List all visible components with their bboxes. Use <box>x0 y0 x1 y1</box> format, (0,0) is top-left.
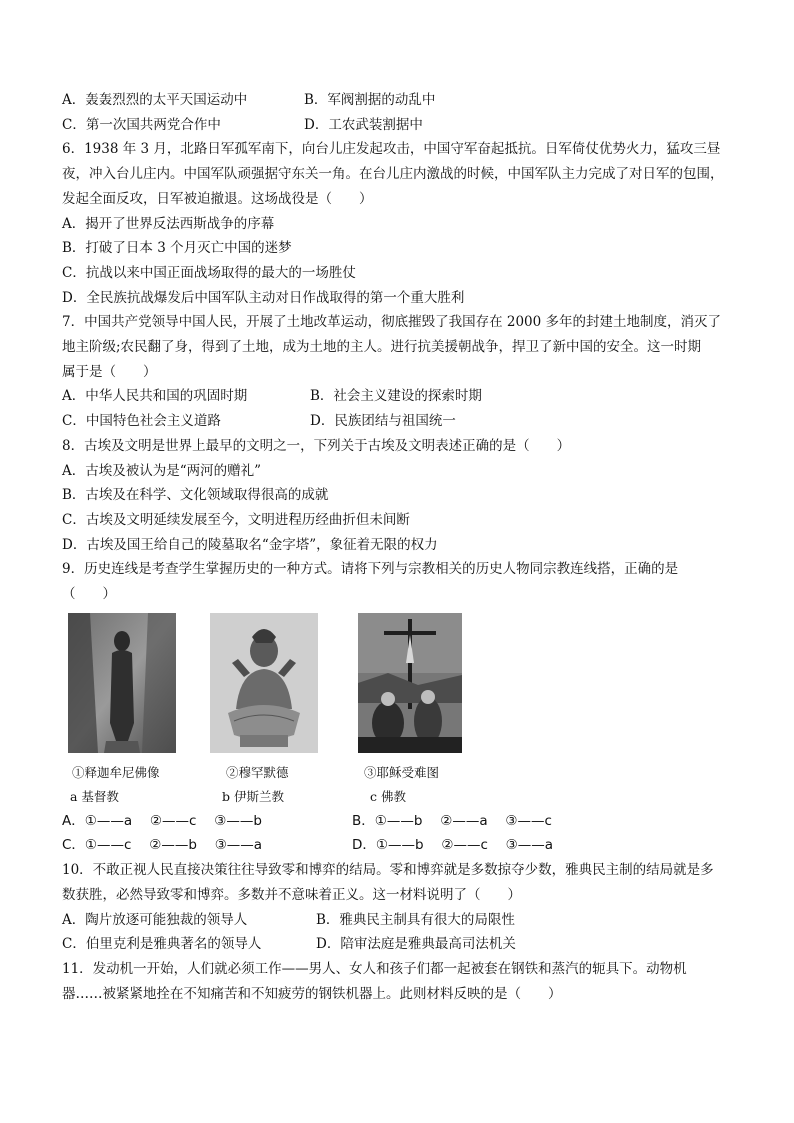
q9-figures <box>62 613 738 809</box>
q8-option-d: D．古埃及国王给自己的陵墓取名“金字塔”，象征着无限的权力 <box>62 536 438 553</box>
q10-option-a: A．陶片放逐可能独裁的领导人 <box>62 911 248 928</box>
q9-option-d: D．①——b ②——c ③——a <box>352 837 554 854</box>
q9-option-b: B．①——b ②——a ③——c <box>352 812 552 829</box>
q10-stem-line1: 10．不敢正视人民直接决策往往导致零和博弈的结局。零和博弈就是多数掠夺少数，雅典民主制的结局就是多 <box>62 862 714 879</box>
q7-stem-line1: 7．中国共产党领导中国人民，开展了土地改革运动，彻底摧毁了我国存在 2000 多年的封建土地制度，消灭了 <box>62 314 722 331</box>
q6-option-b: B．打破了日本 3 个月灭亡中国的迷梦 <box>62 240 292 257</box>
q7-options-row2 <box>62 409 738 434</box>
q8-option-a: A．古埃及被认为是“两河的赠礼” <box>62 462 262 479</box>
q9-options-row2 <box>62 833 738 858</box>
caption-crucifixion: ③耶稣受难图 <box>364 764 440 780</box>
q8-option-c: C．古埃及文明延续发展至今，文明进程历经曲折但未间断 <box>62 511 410 528</box>
q5-options-row1 <box>62 88 738 113</box>
q9-option-a: A．①——a ②——c ③——b <box>62 812 262 829</box>
q5-option-d: D．工农武装割据中 <box>304 116 423 133</box>
q6-option-d: D．全民族抗战爆发后中国军队主动对日作战取得的第一个重大胜利 <box>62 289 465 306</box>
q7-option-b: B．社会主义建设的探索时期 <box>310 388 482 405</box>
q10-option-b: B．雅典民主制具有很大的局限性 <box>316 911 515 928</box>
q8-stem: 8．古埃及文明是世界上最早的文明之一，下列关于古埃及文明表述正确的是（ ） <box>62 437 571 454</box>
q11-stem-line1: 11．发动机一开始，人们就必须工作——男人、女人和孩子们都一起被套在钢铁和蒸汽的轭具下。动物机 <box>62 960 687 977</box>
seated-figure-image <box>210 613 318 753</box>
q9-stem-line2: （ ） <box>62 586 116 603</box>
q6-option-c: C．抗战以来中国正面战场取得的最大的一场胜仗 <box>62 264 356 281</box>
q10-options-row1 <box>62 908 738 933</box>
q6-stem-line1: 6．1938 年 3 月，北路日军孤军南下，向台儿庄发起攻击，中国守军奋起抵抗。日军倚仗优势火力，猛攻三昼 <box>62 141 721 158</box>
q5-option-b: B．军阀割据的动乱中 <box>304 92 436 108</box>
exam-page <box>62 88 738 1006</box>
q8-option-b: B．古埃及在科学、文化领域取得很高的成就 <box>62 487 329 504</box>
q7-option-a: A．中华人民共和国的巩固时期 <box>62 388 248 405</box>
q9-options-row1 <box>62 809 738 834</box>
q5-options-row2 <box>62 113 738 138</box>
caption-muhammad: ②穆罕默德 <box>226 764 289 780</box>
q7-stem-line3: 属于是（ ） <box>62 363 157 380</box>
q10-option-c: C．伯里克利是雅典著名的领导人 <box>62 936 262 953</box>
q5-option-c: C．第一次国共两党合作中 <box>62 116 221 133</box>
q7-stem-line2: 地主阶级;农民翻了身，得到了土地，成为土地的主人。进行抗美援朝战争，捍卫了新中国的安全。这一时期 <box>62 339 702 356</box>
q9-stem-line1: 9．历史连线是考查学生掌握历史的一种方式。请将下列与宗教相关的历史人物同宗教连线搭，正确的是 <box>62 561 679 578</box>
q10-option-d: D．陪审法庭是雅典最高司法机关 <box>316 936 516 953</box>
q7-options-row1 <box>62 384 738 409</box>
q7-option-c: C．中国特色社会主义道路 <box>62 413 221 430</box>
religion-a: a 基督教 <box>70 788 119 804</box>
religion-c: c 佛教 <box>370 788 406 804</box>
q11-stem-line2: 器……被紧紧地拴在不知痛苦和不知疲劳的钢铁机器上。此则材料反映的是（ ） <box>62 985 562 1002</box>
buddha-statue-image <box>68 613 176 753</box>
q10-stem-line2: 数获胜，必然导致零和博弈。多数并不意味着正义。这一材料说明了（ ） <box>62 886 521 903</box>
crucifixion-painting-image <box>358 613 462 753</box>
q6-stem-line2: 夜，冲入台儿庄内。中国军队顽强据守东关一角。在台儿庄内激战的时候，中国军队主力完成了对日军的包围， <box>62 166 724 183</box>
q7-option-d: D．民族团结与祖国统一 <box>310 413 456 430</box>
q10-options-row2 <box>62 932 738 957</box>
q6-option-a: A．揭开了世界反法西斯战争的序幕 <box>62 215 275 232</box>
religion-b: b 伊斯兰教 <box>222 788 284 804</box>
caption-buddha: ①释迦牟尼佛像 <box>72 764 160 780</box>
q5-option-a: A．轰轰烈烈的太平天国运动中 <box>62 92 248 108</box>
q6-stem-line3: 发起全面反攻，日军被迫撤退。这场战役是（ ） <box>62 190 373 207</box>
q9-option-c: C．①——c ②——b ③——a <box>62 837 263 854</box>
